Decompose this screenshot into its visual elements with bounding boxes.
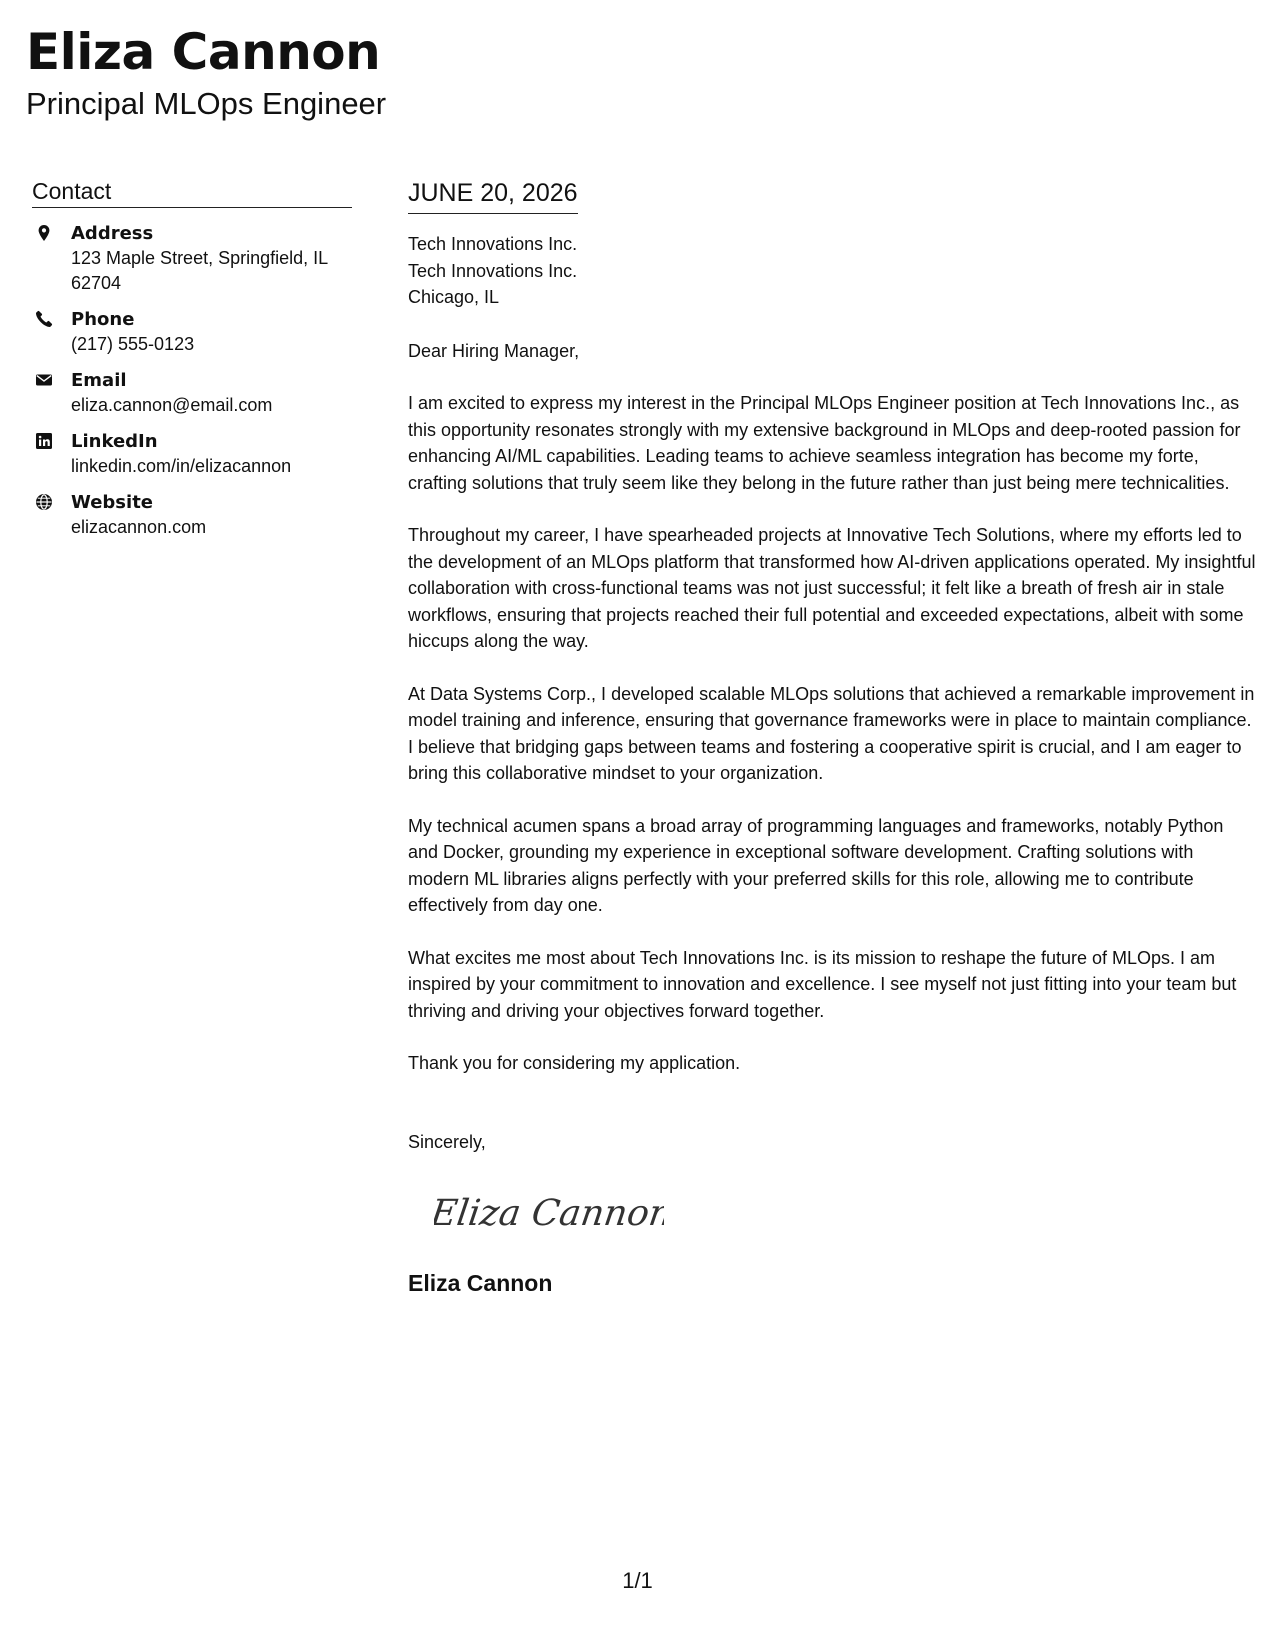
contact-item-address [32,221,352,296]
body-paragraph: What excites me most about Tech Innovations Inc. is its mission to reshape the future of MLOps. I am inspired by your commitment to innovation and excellence. I see myself not just fitting into your team but thriving and driving your objectives forward together. [408,947,1237,1021]
signature-image [434,1177,664,1247]
recipient-line: Tech Innovations Inc. [408,234,578,254]
contact-label: Website [71,492,154,513]
contact-item-website [32,490,352,540]
recipient-line: Tech Innovations Inc. [408,260,578,281]
contact-label: Phone [71,309,135,330]
globe-icon [35,493,53,511]
body-paragraph: At Data Systems Corp., I developed scalable MLOps solutions that achieved a remarkable improvement in model training and inference, ensuring that governance frameworks were in place to maintain compliance. I believe that bridging gaps between teams and fostering a cooperative spirit is crucial, and I am eager to bring this collaborative mindset to your organization. [408,683,1255,783]
linkedin-icon [35,432,53,450]
resume-header [26,22,386,122]
contact-label: Email [71,370,127,391]
contact-item-email [32,368,352,418]
email-value: eliza.cannon@email.com [71,395,273,415]
phone-icon [35,310,53,328]
candidate-title: Principal MLOps Engineer [26,86,387,121]
letter-body [408,176,1258,1298]
salutation: Dear Hiring Manager, [408,340,580,361]
body-paragraph: Throughout my career, I have spearheaded projects at Innovative Tech Solutions, where my efforts led to the development of an MLOps platform that transformed how AI-driven applications operated. My insightful collaboration with cross-functional teams was not just successful; it felt like a breath of fresh air in stale workflows, ensuring that projects reached their full potential and exceeded expectations, albeit with some hiccups along the way. [408,525,1256,651]
recipient-block [408,231,1258,311]
linkedin-value: linkedin.com/in/elizacannon [71,456,292,476]
envelope-icon [35,371,53,389]
body-paragraph: Thank you for considering my application. [408,1053,741,1073]
map-pin-icon [35,224,53,242]
letter-date: JUNE 20, 2026 [408,176,578,214]
contact-list [32,221,352,540]
contact-label: LinkedIn [71,431,158,452]
contact-label: Address [71,223,154,244]
contact-item-linkedin [32,429,352,479]
contact-sidebar [32,176,352,551]
svg-text:Eliza Cannon: Eliza Cannon [434,1191,664,1234]
body-paragraph: I am excited to express my interest in the Principal MLOps Engineer position at Tech Innovations Inc., as this opportunity resonates strongly with my extensive background in MLOps and deep-rooted passion for enhancing AI/ML capabilities. Leading teams to achieve seamless integration has become my forte, crafting solutions that truly seem like they belong in the future rather than just being mere technicalities. [408,393,1241,493]
contact-item-phone [32,307,352,357]
website-value: elizacannon.com [71,517,207,537]
phone-value: (217) 555-0123 [71,334,195,354]
closing: Sincerely, [408,1131,486,1152]
contact-heading: Contact [32,176,352,208]
page-number: 1/1 [622,1568,653,1593]
address-value: 123 Maple Street, Springfield, IL 62704 [71,248,328,293]
body-paragraph: My technical acumen spans a broad array of programming languages and frameworks, notably Python and Docker, grounding my experience in exceptional software development. Crafting solutions with modern ML libraries aligns perfectly with your preferred skills for this role, allowing me to contribute effectively from day one. [408,815,1224,915]
candidate-name: Eliza Cannon [26,23,381,81]
recipient-line: Chicago, IL [408,287,500,307]
signer-name: Eliza Cannon [408,1270,553,1296]
